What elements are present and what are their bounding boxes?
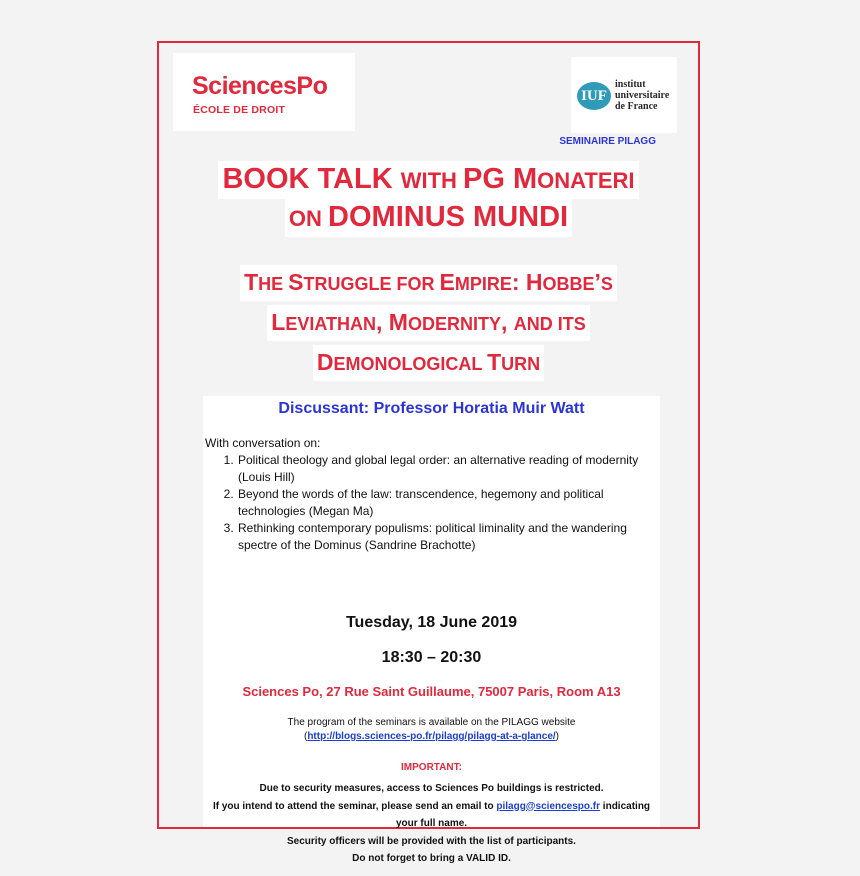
seminar-tag: SEMINAIRE PILAGG xyxy=(559,136,656,147)
event-title-line-2: ON DOMINUS MUNDI xyxy=(285,199,572,237)
event-venue: Sciences Po, 27 Rue Saint Guillaume, 75007 Paris, Room A13 xyxy=(242,684,621,699)
sciencespo-logo-subtitle: ÉCOLE DE DROIT xyxy=(193,104,286,116)
contact-email-link[interactable]: pilagg@sciencespo.fr xyxy=(496,800,601,812)
list-item: 1. Political theology and global legal order: an alternative reading of modernity (Louis Hill) xyxy=(237,452,655,486)
book-subtitle-line-2: LEVIATHAN, MODERNITY, AND ITS xyxy=(267,305,589,341)
sciencespo-logo-name: SciencesPo xyxy=(192,72,328,100)
pilagg-website-link[interactable]: http://blogs.sciences-po.fr/pilagg/pilagg-at-a-glance/ xyxy=(307,731,556,742)
book-subtitle xyxy=(159,265,698,385)
event-title xyxy=(159,161,698,237)
iuf-logo-text: institut universitaire de France xyxy=(615,79,670,112)
conversation-list xyxy=(203,452,655,554)
event-date: Tuesday, 18 June 2019 xyxy=(345,614,518,631)
list-item: 3. Rethinking contemporary populisms: political liminality and the wandering spectre of the Dominus (Sandrine Brachotte) xyxy=(237,520,655,554)
security-notice: Due to security measures, access to Sciences Po buildings is restricted. If you intend to attend the seminar, please send an email to pilagg@sciencespo.fr indicating your full name. Security officers will be provided with the list of participants. Do not forget to bring a VALID ID. xyxy=(212,783,651,864)
event-details xyxy=(203,396,660,864)
iuf-logo-icon: IUF xyxy=(577,82,611,110)
book-subtitle-line-1: THE STRUGGLE FOR EMPIRE: HOBBE’S xyxy=(240,265,617,301)
event-time: 18:30 – 20:30 xyxy=(381,649,482,666)
important-label: IMPORTANT: xyxy=(401,762,462,773)
list-item: 2. Beyond the words of the law: transcendence, hegemony and political technologies (Megan Ma) xyxy=(237,486,655,520)
program-info: The program of the seminars is available on the PILAGG website (http://blogs.sciences-po.fr/pilagg/pilagg-at-a-glance/) xyxy=(287,717,576,742)
book-subtitle-line-3: DEMONOLOGICAL TURN xyxy=(313,345,544,381)
iuf-logo xyxy=(571,57,677,133)
discussant: Discussant: Professor Horatia Muir Watt xyxy=(278,400,585,417)
sciencespo-logo xyxy=(173,53,355,131)
poster xyxy=(157,41,700,864)
event-title-line-1: BOOK TALK WITH PG MONATERI xyxy=(218,161,638,199)
conversation-intro: With conversation on: xyxy=(205,436,321,450)
